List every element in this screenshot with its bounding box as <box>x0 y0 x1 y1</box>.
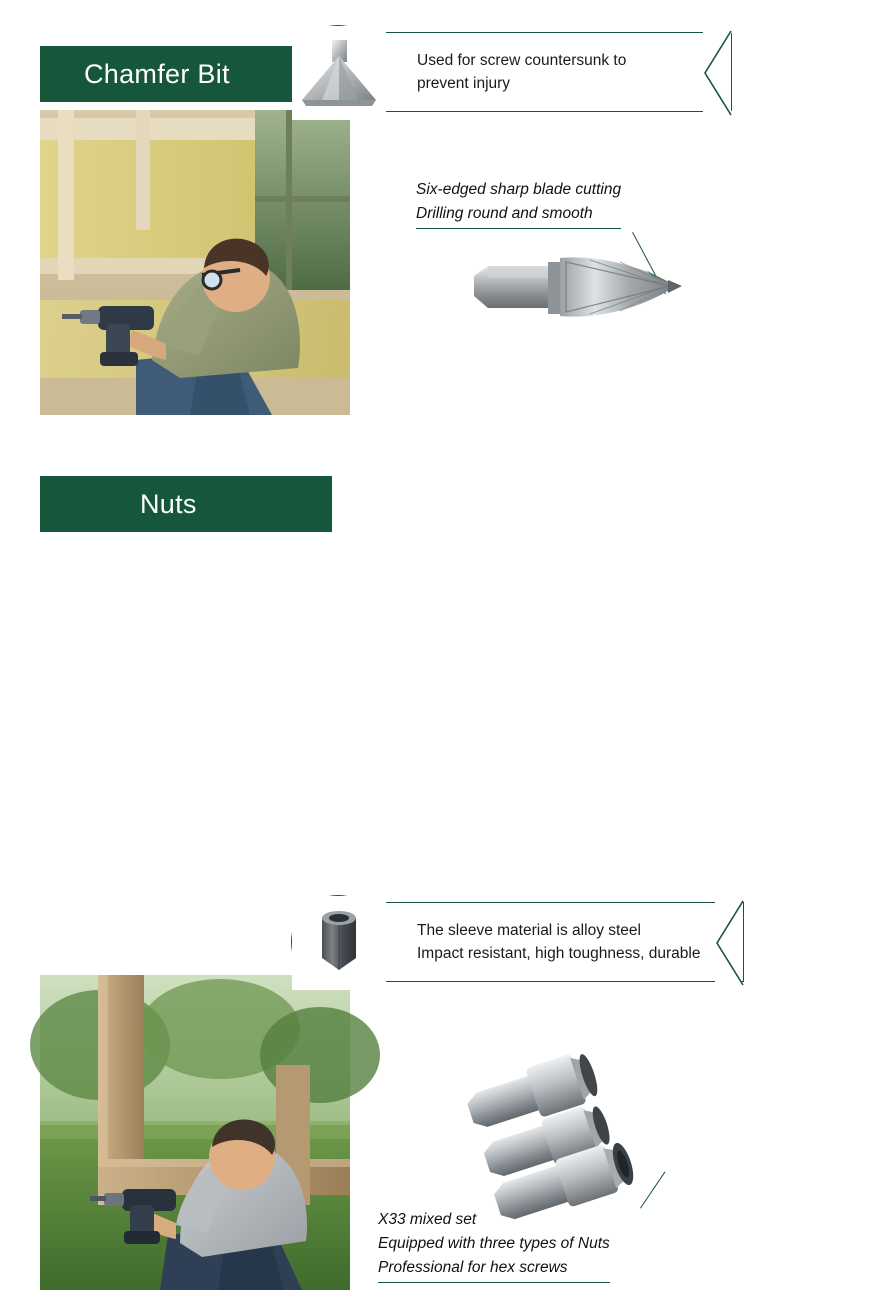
annotation-chamfer <box>416 178 621 229</box>
section-chamfer-bit <box>0 0 881 440</box>
callout-chamfer-line-1: Used for screw countersunk to <box>417 51 627 69</box>
nut-drivers-product-image <box>455 1060 725 1220</box>
chamfer-bit-icon <box>291 25 385 119</box>
section-nuts <box>0 440 881 1277</box>
annotation-nuts-line-2: Equipped with three types of Nuts <box>378 1235 610 1253</box>
callout-nuts-line-2: Impact resistant, high toughness, durable <box>417 945 701 962</box>
annotation-nuts-line-3: Professional for hex screws <box>378 1259 568 1277</box>
nut-socket-icon <box>291 895 385 989</box>
section-title-nuts-label: Nuts <box>140 488 197 519</box>
callout-nuts <box>332 902 744 982</box>
chamfer-bit-product-image <box>470 236 700 346</box>
annotation-nuts-line-1: X33 mixed set <box>378 1211 477 1228</box>
section-title-nuts <box>40 476 332 532</box>
callout-chamfer <box>332 32 732 112</box>
man-building-fence-photo <box>40 975 350 1290</box>
annotation-nuts <box>378 1208 610 1283</box>
section-title-chamfer <box>40 46 332 102</box>
callout-nuts-line-1: The sleeve material is alloy steel <box>417 921 641 939</box>
annotation-chamfer-line-2: Drilling round and smooth <box>416 205 593 223</box>
annotation-chamfer-line-1: Six-edged sharp blade cutting <box>416 181 622 198</box>
section-title-chamfer-label: Chamfer Bit <box>84 58 230 89</box>
callout-chamfer-line-2: prevent injury <box>417 75 511 92</box>
callout-chamfer-text <box>417 49 697 96</box>
callout-nuts-text <box>417 919 709 966</box>
man-drilling-wall-photo <box>40 110 350 415</box>
